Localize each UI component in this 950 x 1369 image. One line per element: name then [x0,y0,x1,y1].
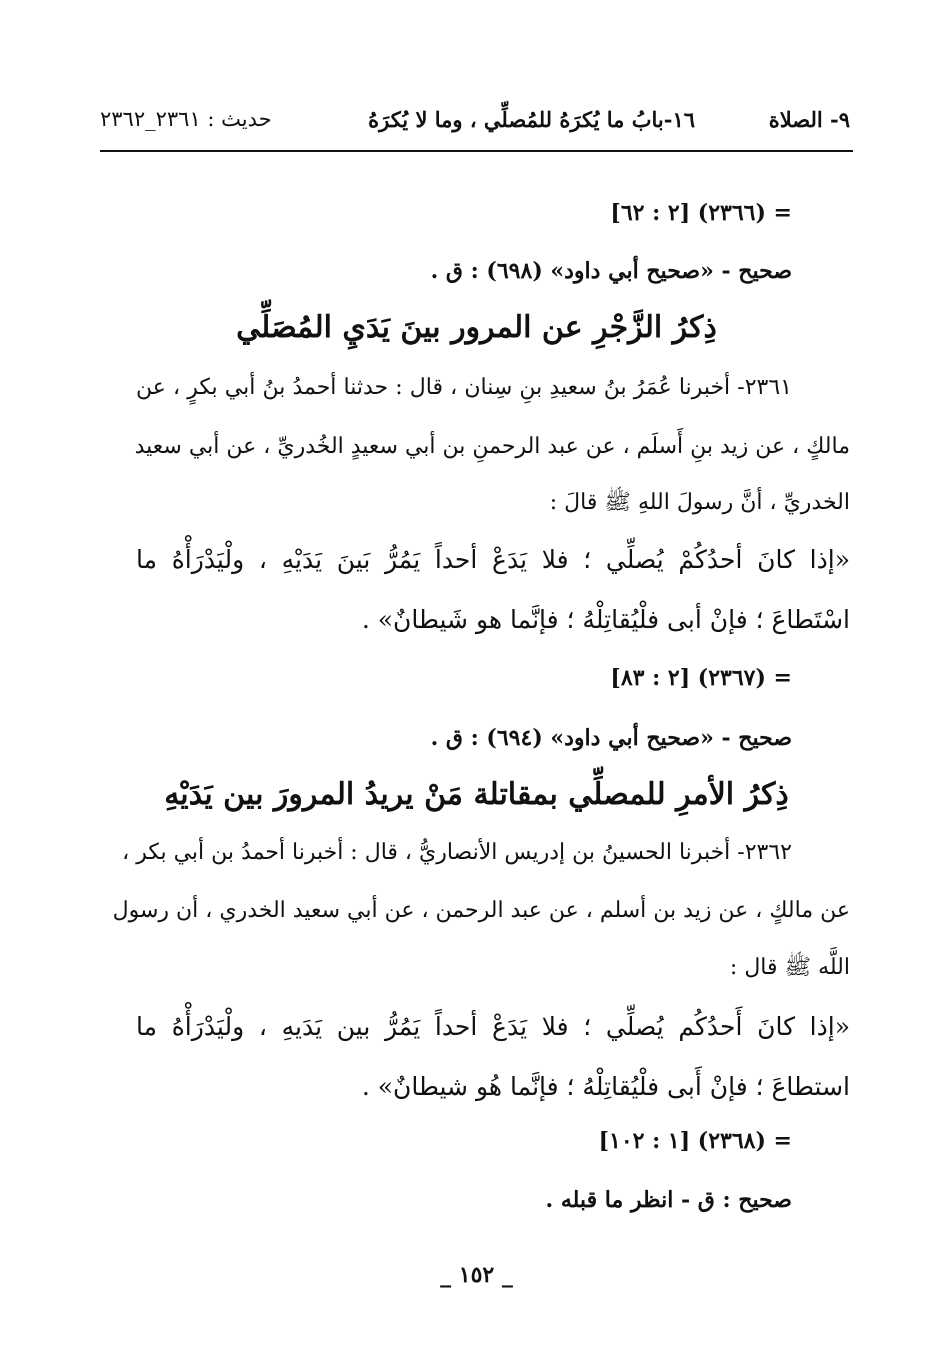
isnad-line: ٢٣٦٢- أخبرنا الحسينُ بن إدريس الأنصاريُّ ، قال : أخبرنا أحمدُ بن أبي بكر ، [122,840,792,865]
header-section-title: ١٦-بابُ ما يُكرَهُ للمُصلِّي ، وما لا يُكرَهُ [368,107,695,132]
isnad-line: عن مالكٍ ، عن زيد بن أسلم ، عن عبد الرحمن ، عن أبي سعيد الخدري ، أن رسول [112,898,850,923]
matn-line: اسْتَطاعَ ؛ فإنْ أبى فلْيُقاتِلْهُ ؛ فإنَّما هو شَيطانٌ» . [361,605,850,634]
grading: صحيح - «صحيح أبي داود» (٦٩٤) : ق . [430,725,792,751]
isnad-line: مالكٍ ، عن زيد بنِ أَسلَم ، عن عبد الرحمنِ بن أبي سعيدٍ الخُدريِّ ، عن أبي سعيد [134,434,850,459]
isnad-line: الخدريِّ ، أنَّ رسولَ اللهِ ﷺ قالَ : [549,490,850,515]
header-chapter: ٩- الصلاة [768,107,850,132]
cross-reference: = (٢٣٦٨) [١ : ١٠٢] [598,1128,792,1154]
matn-line: استطاعَ ؛ فإنْ أَبى فلْيُقاتِلْهُ ؛ فإنَّما هُو شيطانٌ» . [361,1072,850,1101]
section-heading: ذِكرُ الزَّجْرِ عن المرور بينَ يَدَيِ المُصَلِّي [236,310,717,345]
matn-line: «إذا كانَ أحدُكُمْ يُصلِّي ؛ فلا يَدَعْ أحداً يَمُرُّ بَينَ يَدَيْهِ ، ولْيَدْرَأْهُ ما [136,545,850,574]
cross-reference: = (٢٣٦٦) [٢ : ٦٢] [610,200,792,226]
grading: صحيح : ق - انظر ما قبله . [545,1187,792,1213]
isnad-line: اللَّه ﷺ قال : [729,955,850,980]
grading: صحيح - «صحيح أبي داود» (٦٩٨) : ق . [430,258,792,284]
header-rule [100,150,853,152]
matn-line: «إذا كانَ أَحدُكُم يُصلِّي ؛ فلا يَدَعْ أحداً يَمُرُّ بين يَدَيهِ ، ولْيَدْرَأْهُ ما [136,1012,850,1041]
isnad-line: ٢٣٦١- أخبرنا عُمَرُ بنُ سعيدِ بنِ سِنان ، قال : حدثنا أحمدُ بنُ أبي بكرٍ ، عن [136,375,792,400]
section-heading: ذِكرُ الأمرِ للمصلِّي بمقاتلة مَنْ يريدُ المرورَ بين يَدَيْهِ [164,777,789,812]
header-hadith-range: حديث : ٢٣٦١_٢٣٦٢ [100,107,272,131]
cross-reference: = (٢٣٦٧) [٢ : ٨٣] [610,665,792,691]
page-number: _ ١٥٢ _ [440,1262,513,1288]
